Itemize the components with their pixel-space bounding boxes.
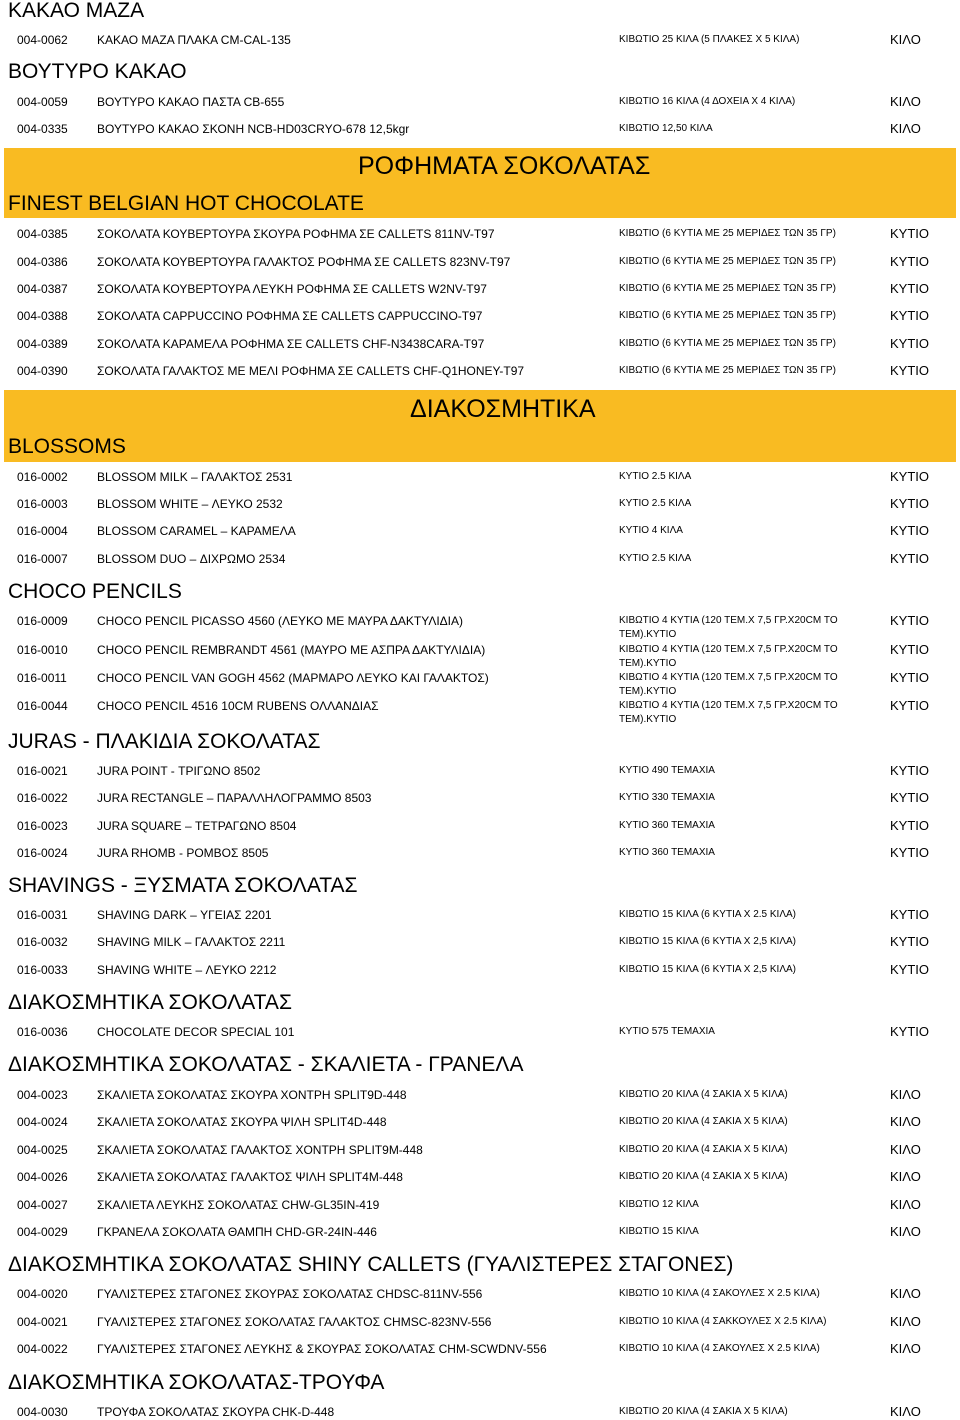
unit: ΚΙΛΟ: [890, 1197, 921, 1212]
packaging: ΚΥΤΙΟ 360 ΤΕΜΑΧΙΑ: [619, 820, 715, 831]
product-code: 004-0027: [17, 1198, 68, 1212]
product-description: ΓΚΡΑΝΕΛΑ ΣΟΚΟΛΑΤΑ ΘΑΜΠΗ CHD-GR-24IN-446: [97, 1225, 377, 1239]
product-description: CHOCO PENCIL VAN GOGH 4562 (ΜΑΡΜΑΡΟ ΛΕΥΚΟ ΚΑΙ ΓΑΛΑΚΤΟΣ): [97, 671, 489, 685]
product-description: BLOSSOM CARAMEL – ΚΑΡΑΜΕΛΑ: [97, 524, 296, 538]
unit: ΚΙΛΟ: [890, 1087, 921, 1102]
unit: ΚΙΛΟ: [890, 1286, 921, 1301]
packaging: ΚΙΒΩΤΙΟ 4 ΚΥΤΙΑ (120 ΤΕΜ.Χ 7,5 ΓΡ.Χ20CM ΤΟ ΤΕΜ).ΚΥΤΙΟ: [619, 615, 838, 640]
table-row: [0, 308, 960, 326]
table-row: [0, 790, 960, 808]
product-description: CHOCO PENCIL REMBRANDT 4561 (ΜΑΥΡΟ ΜΕ ΑΣΠΡΑ ΔΑΚΤΥΛΙΔΙΑ): [97, 643, 486, 657]
table-row: [0, 1142, 960, 1160]
unit: ΚΙΛΟ: [890, 1404, 921, 1419]
product-description: ΣΟΚΟΛΑΤΑ ΚΑΡΑΜΕΛΑ ΡΟΦΗΜΑ ΣΕ CALLETS CHF-N3438CARA-T97: [97, 337, 485, 351]
unit: ΚΙΛΟ: [890, 1341, 921, 1356]
packaging: ΚΥΤΙΟ 2.5 ΚΙΛΑ: [619, 471, 692, 482]
unit: ΚΥΤΙΟ: [890, 698, 930, 713]
packaging: ΚΙΒΩΤΙΟ 20 ΚΙΛΑ (4 ΣΑΚΙΑ Χ 5 ΚΙΛΑ): [619, 1171, 788, 1182]
product-code: 004-0021: [17, 1315, 68, 1329]
unit: ΚΥΤΙΟ: [890, 308, 930, 323]
product-description: ΣΟΚΟΛΑΤΑ ΓΑΛΑΚΤΟΣ ΜΕ ΜΕΛΙ ΡΟΦΗΜΑ ΣΕ CALLETS CHF-Q1HONEY-T97: [97, 364, 525, 378]
unit: ΚΙΛΟ: [890, 94, 921, 109]
table-row: [0, 763, 960, 781]
packaging: ΚΙΒΩΤΙΟ 15 ΚΙΛΑ: [619, 1226, 699, 1237]
product-code: 016-0003: [17, 497, 68, 511]
table-row: [0, 496, 960, 514]
table-row: [0, 845, 960, 863]
product-description: BLOSSOM MILK – ΓΑΛΑΚΤΟΣ 2531: [97, 470, 293, 484]
product-description: JURA RECTANGLE – ΠΑΡΑΛΛΗΛΟΓΡΑΜΜΟ 8503: [97, 791, 372, 805]
product-description: ΣΚΑΛΙΕΤΑ ΣΟΚΟΛΑΤΑΣ ΓΑΛΑΚΤΟΣ ΨΙΛΗ SPLIT4M-448: [97, 1170, 403, 1184]
product-code: 016-0032: [17, 935, 68, 949]
product-description: SHAVING DARK – ΥΓΕΙΑΣ 2201: [97, 908, 272, 922]
category-band: [4, 148, 956, 218]
table-row: [0, 1224, 960, 1242]
product-code: 016-0007: [17, 552, 68, 566]
table-row: [0, 281, 960, 299]
section-title: ΚΑΚΑΟ ΜΑΖΑ: [8, 0, 145, 22]
packaging: ΚΙΒΩΤΙΟ 10 ΚΙΛΑ (4 ΣΑΚΟΥΛΕΣ Χ 2.5 ΚΙΛΑ): [619, 1288, 820, 1299]
product-code: 016-0010: [17, 643, 68, 657]
packaging: ΚΙΒΩΤΙΟ 15 ΚΙΛΑ (6 ΚΥΤΙΑ Χ 2,5 ΚΙΛΑ): [619, 936, 797, 947]
product-description: ΤΡΟΥΦΑ ΣΟΚΟΛΑΤΑΣ ΣΚΟΥΡΑ CHK-D-448: [97, 1405, 335, 1419]
unit: ΚΥΤΙΟ: [890, 670, 930, 685]
product-description: ΓΥΑΛΙΣΤΕΡΕΣ ΣΤΑΓΟΝΕΣ ΣΚΟΥΡΑΣ ΣΟΚΟΛΑΤΑΣ CHDSC-811NV-556: [97, 1287, 483, 1301]
product-code: 004-0388: [17, 309, 68, 323]
product-description: ΚΑΚΑΟ ΜΑΖΑ ΠΛΑΚΑ CM-CAL-135: [97, 33, 291, 47]
table-row: [0, 94, 960, 112]
table-row: [0, 1024, 960, 1042]
product-code: 004-0385: [17, 227, 68, 241]
packaging: ΚΥΤΙΟ 4 ΚΙΛΑ: [619, 525, 683, 536]
product-description: ΓΥΑΛΙΣΤΕΡΕΣ ΣΤΑΓΟΝΕΣ ΛΕΥΚΗΣ & ΣΚΟΥΡΑΣ ΣΟΚΟΛΑΤΑΣ CHM-SCWDNV-556: [97, 1342, 547, 1356]
table-row: [0, 336, 960, 354]
table-row: [0, 551, 960, 569]
product-code: 004-0022: [17, 1342, 68, 1356]
product-code: 016-0036: [17, 1025, 68, 1039]
packaging: ΚΙΒΩΤΙΟ (6 ΚΥΤΙΑ ΜΕ 25 ΜΕΡΙΔΕΣ ΤΩΝ 35 ΓΡ): [619, 365, 836, 376]
product-description: ΣΟΚΟΛΑΤΑ ΚΟΥΒΕΡΤΟΥΡΑ ΛΕΥΚΗ ΡΟΦΗΜΑ ΣΕ CALLETS W2NV-T97: [97, 282, 487, 296]
unit: ΚΥΤΙΟ: [890, 523, 930, 538]
product-description: ΣΚΑΛΙΕΤΑ ΣΟΚΟΛΑΤΑΣ ΓΑΛΑΚΤΟΣ ΧΟΝΤΡΗ SPLIT9M-448: [97, 1143, 423, 1157]
product-code: 016-0002: [17, 470, 68, 484]
packaging: ΚΙΒΩΤΙΟ (6 ΚΥΤΙΑ ΜΕ 25 ΜΕΡΙΔΕΣ ΤΩΝ 35 ΓΡ): [619, 310, 836, 321]
unit: ΚΙΛΟ: [890, 121, 921, 136]
unit: ΚΥΤΙΟ: [890, 336, 930, 351]
product-code: 016-0011: [17, 671, 67, 685]
table-row: [0, 1087, 960, 1105]
unit: ΚΙΛΟ: [890, 1169, 921, 1184]
product-code: 004-0386: [17, 255, 68, 269]
product-description: SHAVING WHITE – ΛΕΥΚΟ 2212: [97, 963, 277, 977]
packaging: ΚΥΤΙΟ 2.5 ΚΙΛΑ: [619, 498, 692, 509]
section-title: FINEST BELGIAN HOT CHOCOLATE: [8, 192, 364, 215]
product-description: BLOSSOM WHITE – ΛΕΥΚΟ 2532: [97, 497, 283, 511]
product-code: 004-0390: [17, 364, 68, 378]
unit: ΚΥΤΙΟ: [890, 254, 930, 269]
table-row: [0, 1286, 960, 1304]
product-description: ΒΟΥΤΥΡΟ ΚΑΚΑΟ ΣΚΟΝΗ NCB-HD03CRYO-678 12,5kgr: [97, 122, 410, 136]
unit: ΚΙΛΟ: [890, 1142, 921, 1157]
table-row: [0, 1341, 960, 1359]
table-row: [0, 1114, 960, 1132]
table-row: [0, 1169, 960, 1187]
product-code: 016-0009: [17, 614, 68, 628]
table-row: [0, 613, 960, 641]
table-row: [0, 32, 960, 50]
product-code: 016-0023: [17, 819, 68, 833]
product-description: CHOCOLATE DECOR SPECIAL 101: [97, 1025, 295, 1039]
product-code: 004-0024: [17, 1115, 68, 1129]
table-row: [0, 670, 960, 698]
unit: ΚΥΤΙΟ: [890, 496, 930, 511]
unit: ΚΙΛΟ: [890, 1224, 921, 1239]
product-description: ΓΥΑΛΙΣΤΕΡΕΣ ΣΤΑΓΟΝΕΣ ΣΟΚΟΛΑΤΑΣ ΓΑΛΑΚΤΟΣ CHMSC-823NV-556: [97, 1315, 492, 1329]
product-code: 004-0335: [17, 122, 68, 136]
unit: ΚΙΛΟ: [890, 1314, 921, 1329]
table-row: [0, 363, 960, 381]
packaging: ΚΙΒΩΤΙΟ 16 ΚΙΛΑ (4 ΔΟΧΕΙΑ Χ 4 ΚΙΛΑ): [619, 96, 796, 107]
packaging: ΚΙΒΩΤΙΟ (6 ΚΥΤΙΑ ΜΕ 25 ΜΕΡΙΔΕΣ ΤΩΝ 35 ΓΡ): [619, 283, 836, 294]
section-title: BLOSSOMS: [8, 435, 126, 458]
unit: ΚΥΤΙΟ: [890, 962, 930, 977]
unit: ΚΥΤΙΟ: [890, 551, 930, 566]
unit: ΚΥΤΙΟ: [890, 363, 930, 378]
product-code: 004-0387: [17, 282, 68, 296]
section-title: ΔΙΑΚΟΣΜΗΤΙΚΑ ΣΟΚΟΛΑΤΑΣ: [8, 991, 292, 1014]
product-code: 004-0389: [17, 337, 68, 351]
table-row: [0, 523, 960, 541]
packaging: ΚΙΒΩΤΙΟ 12,50 ΚΙΛΑ: [619, 123, 713, 134]
product-code: 004-0025: [17, 1143, 68, 1157]
product-description: SHAVING MILK – ΓΑΛΑΚΤΟΣ 2211: [97, 935, 286, 949]
table-row: [0, 907, 960, 925]
product-description: ΣΟΚΟΛΑΤΑ ΚΟΥΒΕΡΤΟΥΡΑ ΓΑΛΑΚΤΟΣ ΡΟΦΗΜΑ ΣΕ CALLETS 823NV-T97: [97, 255, 511, 269]
product-code: 004-0020: [17, 1287, 68, 1301]
product-code: 004-0029: [17, 1225, 68, 1239]
table-row: [0, 934, 960, 952]
product-code: 004-0059: [17, 95, 68, 109]
unit: ΚΥΤΙΟ: [890, 907, 930, 922]
product-code: 004-0023: [17, 1088, 68, 1102]
table-row: [0, 1404, 960, 1418]
unit: ΚΥΤΙΟ: [890, 763, 930, 778]
packaging: ΚΙΒΩΤΙΟ (6 ΚΥΤΙΑ ΜΕ 25 ΜΕΡΙΔΕΣ ΤΩΝ 35 ΓΡ): [619, 228, 836, 239]
packaging: ΚΙΒΩΤΙΟ (6 ΚΥΤΙΑ ΜΕ 25 ΜΕΡΙΔΕΣ ΤΩΝ 35 ΓΡ): [619, 338, 836, 349]
product-code: 016-0004: [17, 524, 68, 538]
packaging: ΚΥΤΙΟ 490 ΤΕΜΑΧΙΑ: [619, 765, 715, 776]
category-title: ΡΟΦΗΜΑΤΑ ΣΟΚΟΛΑΤΑΣ: [358, 152, 651, 180]
packaging: ΚΙΒΩΤΙΟ 15 ΚΙΛΑ (6 ΚΥΤΙΑ Χ 2,5 ΚΙΛΑ): [619, 964, 797, 975]
product-code: 016-0022: [17, 791, 68, 805]
packaging: ΚΙΒΩΤΙΟ 20 ΚΙΛΑ (4 ΣΑΚΙΑ Χ 5 ΚΙΛΑ): [619, 1089, 788, 1100]
section-title: ΔΙΑΚΟΣΜΗΤΙΚΑ ΣΟΚΟΛΑΤΑΣ SHINY CALLETS (ΓΥΑΛΙΣΤΕΡΕΣ ΣΤΑΓΟΝΕΣ): [8, 1253, 734, 1276]
product-description: BLOSSOM DUO – ΔΙΧΡΩΜΟ 2534: [97, 552, 286, 566]
table-row: [0, 469, 960, 487]
unit: ΚΥΤΙΟ: [890, 790, 930, 805]
packaging: ΚΙΒΩΤΙΟ (6 ΚΥΤΙΑ ΜΕ 25 ΜΕΡΙΔΕΣ ΤΩΝ 35 ΓΡ): [619, 256, 836, 267]
packaging: ΚΙΒΩΤΙΟ 10 ΚΙΛΑ (4 ΣΑΚΟΥΛΕΣ Χ 2.5 ΚΙΛΑ): [619, 1343, 820, 1354]
packaging: ΚΙΒΩΤΙΟ 20 ΚΙΛΑ (4 ΣΑΚΙΑ Χ 5 ΚΙΛΑ): [619, 1406, 788, 1417]
packaging: ΚΙΒΩΤΙΟ 20 ΚΙΛΑ (4 ΣΑΚΙΑ Χ 5 ΚΙΛΑ): [619, 1144, 788, 1155]
product-description: ΣΟΚΟΛΑΤΑ CAPPUCCINO ΡΟΦΗΜΑ ΣΕ CALLETS CAPPUCCINO-T97: [97, 309, 483, 323]
packaging: ΚΙΒΩΤΙΟ 25 ΚΙΛΑ (5 ΠΛΑΚΕΣ Χ 5 ΚΙΛΑ): [619, 34, 800, 45]
table-row: [0, 698, 960, 726]
unit: ΚΥΤΙΟ: [890, 281, 930, 296]
packaging: ΚΥΤΙΟ 575 ΤΕΜΑΧΙΑ: [619, 1026, 715, 1037]
table-row: [0, 1197, 960, 1215]
unit: ΚΙΛΟ: [890, 1114, 921, 1129]
product-description: ΒΟΥΤΥΡΟ ΚΑΚΑΟ ΠΑΣΤΑ CB-655: [97, 95, 285, 109]
category-title: ΔΙΑΚΟΣΜΗΤΙΚΑ: [410, 395, 596, 423]
product-description: ΣΚΑΛΙΕΤΑ ΛΕΥΚΗΣ ΣΟΚΟΛΑΤΑΣ CHW-GL35IN-419: [97, 1198, 380, 1212]
unit: ΚΥΤΙΟ: [890, 1024, 930, 1039]
packaging: ΚΙΒΩΤΙΟ 4 ΚΥΤΙΑ (120 ΤΕΜ.Χ 7,5 ΓΡ.Χ20CM ΤΟ ΤΕΜ).ΚΥΤΙΟ: [619, 700, 838, 725]
packaging: ΚΥΤΙΟ 2.5 ΚΙΛΑ: [619, 553, 692, 564]
product-description: ΣΚΑΛΙΕΤΑ ΣΟΚΟΛΑΤΑΣ ΣΚΟΥΡΑ ΨΙΛΗ SPLIT4D-448: [97, 1115, 387, 1129]
product-code: 016-0033: [17, 963, 68, 977]
product-description: ΣΟΚΟΛΑΤΑ ΚΟΥΒΕΡΤΟΥΡΑ ΣΚΟΥΡΑ ΡΟΦΗΜΑ ΣΕ CALLETS 811NV-T97: [97, 227, 495, 241]
packaging: ΚΙΒΩΤΙΟ 4 ΚΥΤΙΑ (120 ΤΕΜ.Χ 7,5 ΓΡ.Χ20CM ΤΟ ΤΕΜ).ΚΥΤΙΟ: [619, 672, 838, 697]
category-band: [4, 390, 956, 462]
unit: ΚΥΤΙΟ: [890, 469, 930, 484]
product-description: CHOCO PENCIL PICASSO 4560 (ΛΕΥΚΟ ΜΕ ΜΑΥΡΑ ΔΑΚΤΥΛΙΔΙΑ): [97, 614, 464, 628]
packaging: ΚΙΒΩΤΙΟ 12 ΚΙΛΑ: [619, 1199, 699, 1210]
table-row: [0, 254, 960, 272]
packaging: ΚΙΒΩΤΙΟ 10 ΚΙΛΑ (4 ΣΑΚΚΟΥΛΕΣ Χ 2.5 ΚΙΛΑ): [619, 1316, 827, 1327]
product-code: 016-0031: [17, 908, 68, 922]
product-description: JURA POINT - ΤΡΙΓΩΝΟ 8502: [97, 764, 261, 778]
packaging: ΚΙΒΩΤΙΟ 4 ΚΥΤΙΑ (120 ΤΕΜ.Χ 7,5 ΓΡ.Χ20CM ΤΟ ΤΕΜ).ΚΥΤΙΟ: [619, 644, 838, 669]
table-row: [0, 1314, 960, 1332]
table-row: [0, 962, 960, 980]
packaging: ΚΙΒΩΤΙΟ 15 ΚΙΛΑ (6 ΚΥΤΙΑ Χ 2.5 ΚΙΛΑ): [619, 909, 797, 920]
product-description: CHOCO PENCIL 4516 10CM RUBENS ΟΛΛΑΝΔΙΑΣ: [97, 699, 379, 713]
unit: ΚΥΤΙΟ: [890, 845, 930, 860]
product-description: JURA SQUARE – ΤΕΤΡΑΓΩΝΟ 8504: [97, 819, 297, 833]
table-row: [0, 642, 960, 670]
table-row: [0, 226, 960, 244]
product-code: 016-0024: [17, 846, 68, 860]
unit: ΚΥΤΙΟ: [890, 226, 930, 241]
product-code: 004-0062: [17, 33, 68, 47]
section-title: SHAVINGS - ΞΥΣΜΑΤΑ ΣΟΚΟΛΑΤΑΣ: [8, 874, 358, 897]
product-code: 004-0030: [17, 1405, 68, 1419]
section-title: CHOCO PENCILS: [8, 580, 182, 603]
product-description: ΣΚΑΛΙΕΤΑ ΣΟΚΟΛΑΤΑΣ ΣΚΟΥΡΑ ΧΟΝΤΡΗ SPLIT9D-448: [97, 1088, 407, 1102]
table-row: [0, 121, 960, 139]
unit: ΚΙΛΟ: [890, 32, 921, 47]
product-code: 016-0044: [17, 699, 68, 713]
table-row: [0, 818, 960, 836]
unit: ΚΥΤΙΟ: [890, 818, 930, 833]
section-title: ΒΟΥΤΥΡΟ ΚΑΚΑΟ: [8, 60, 187, 83]
product-code: 016-0021: [17, 764, 68, 778]
section-title: ΔΙΑΚΟΣΜΗΤΙΚΑ ΣΟΚΟΛΑΤΑΣ-ΤΡΟΥΦΑ: [8, 1371, 385, 1394]
unit: ΚΥΤΙΟ: [890, 642, 930, 657]
unit: ΚΥΤΙΟ: [890, 613, 930, 628]
product-code: 004-0026: [17, 1170, 68, 1184]
packaging: ΚΙΒΩΤΙΟ 20 ΚΙΛΑ (4 ΣΑΚΙΑ Χ 5 ΚΙΛΑ): [619, 1116, 788, 1127]
unit: ΚΥΤΙΟ: [890, 934, 930, 949]
packaging: ΚΥΤΙΟ 360 ΤΕΜΑΧΙΑ: [619, 847, 715, 858]
product-description: JURA RHOMB - ΡΟΜΒΟΣ 8505: [97, 846, 269, 860]
section-title: ΔΙΑΚΟΣΜΗΤΙΚΑ ΣΟΚΟΛΑΤΑΣ - ΣΚΑΛΙΕΤΑ - ΓΡΑΝΕΛΑ: [8, 1053, 524, 1076]
section-title: JURAS - ΠΛΑΚΙΔΙΑ ΣΟΚΟΛΑΤΑΣ: [8, 730, 321, 753]
packaging: ΚΥΤΙΟ 330 ΤΕΜΑΧΙΑ: [619, 792, 715, 803]
